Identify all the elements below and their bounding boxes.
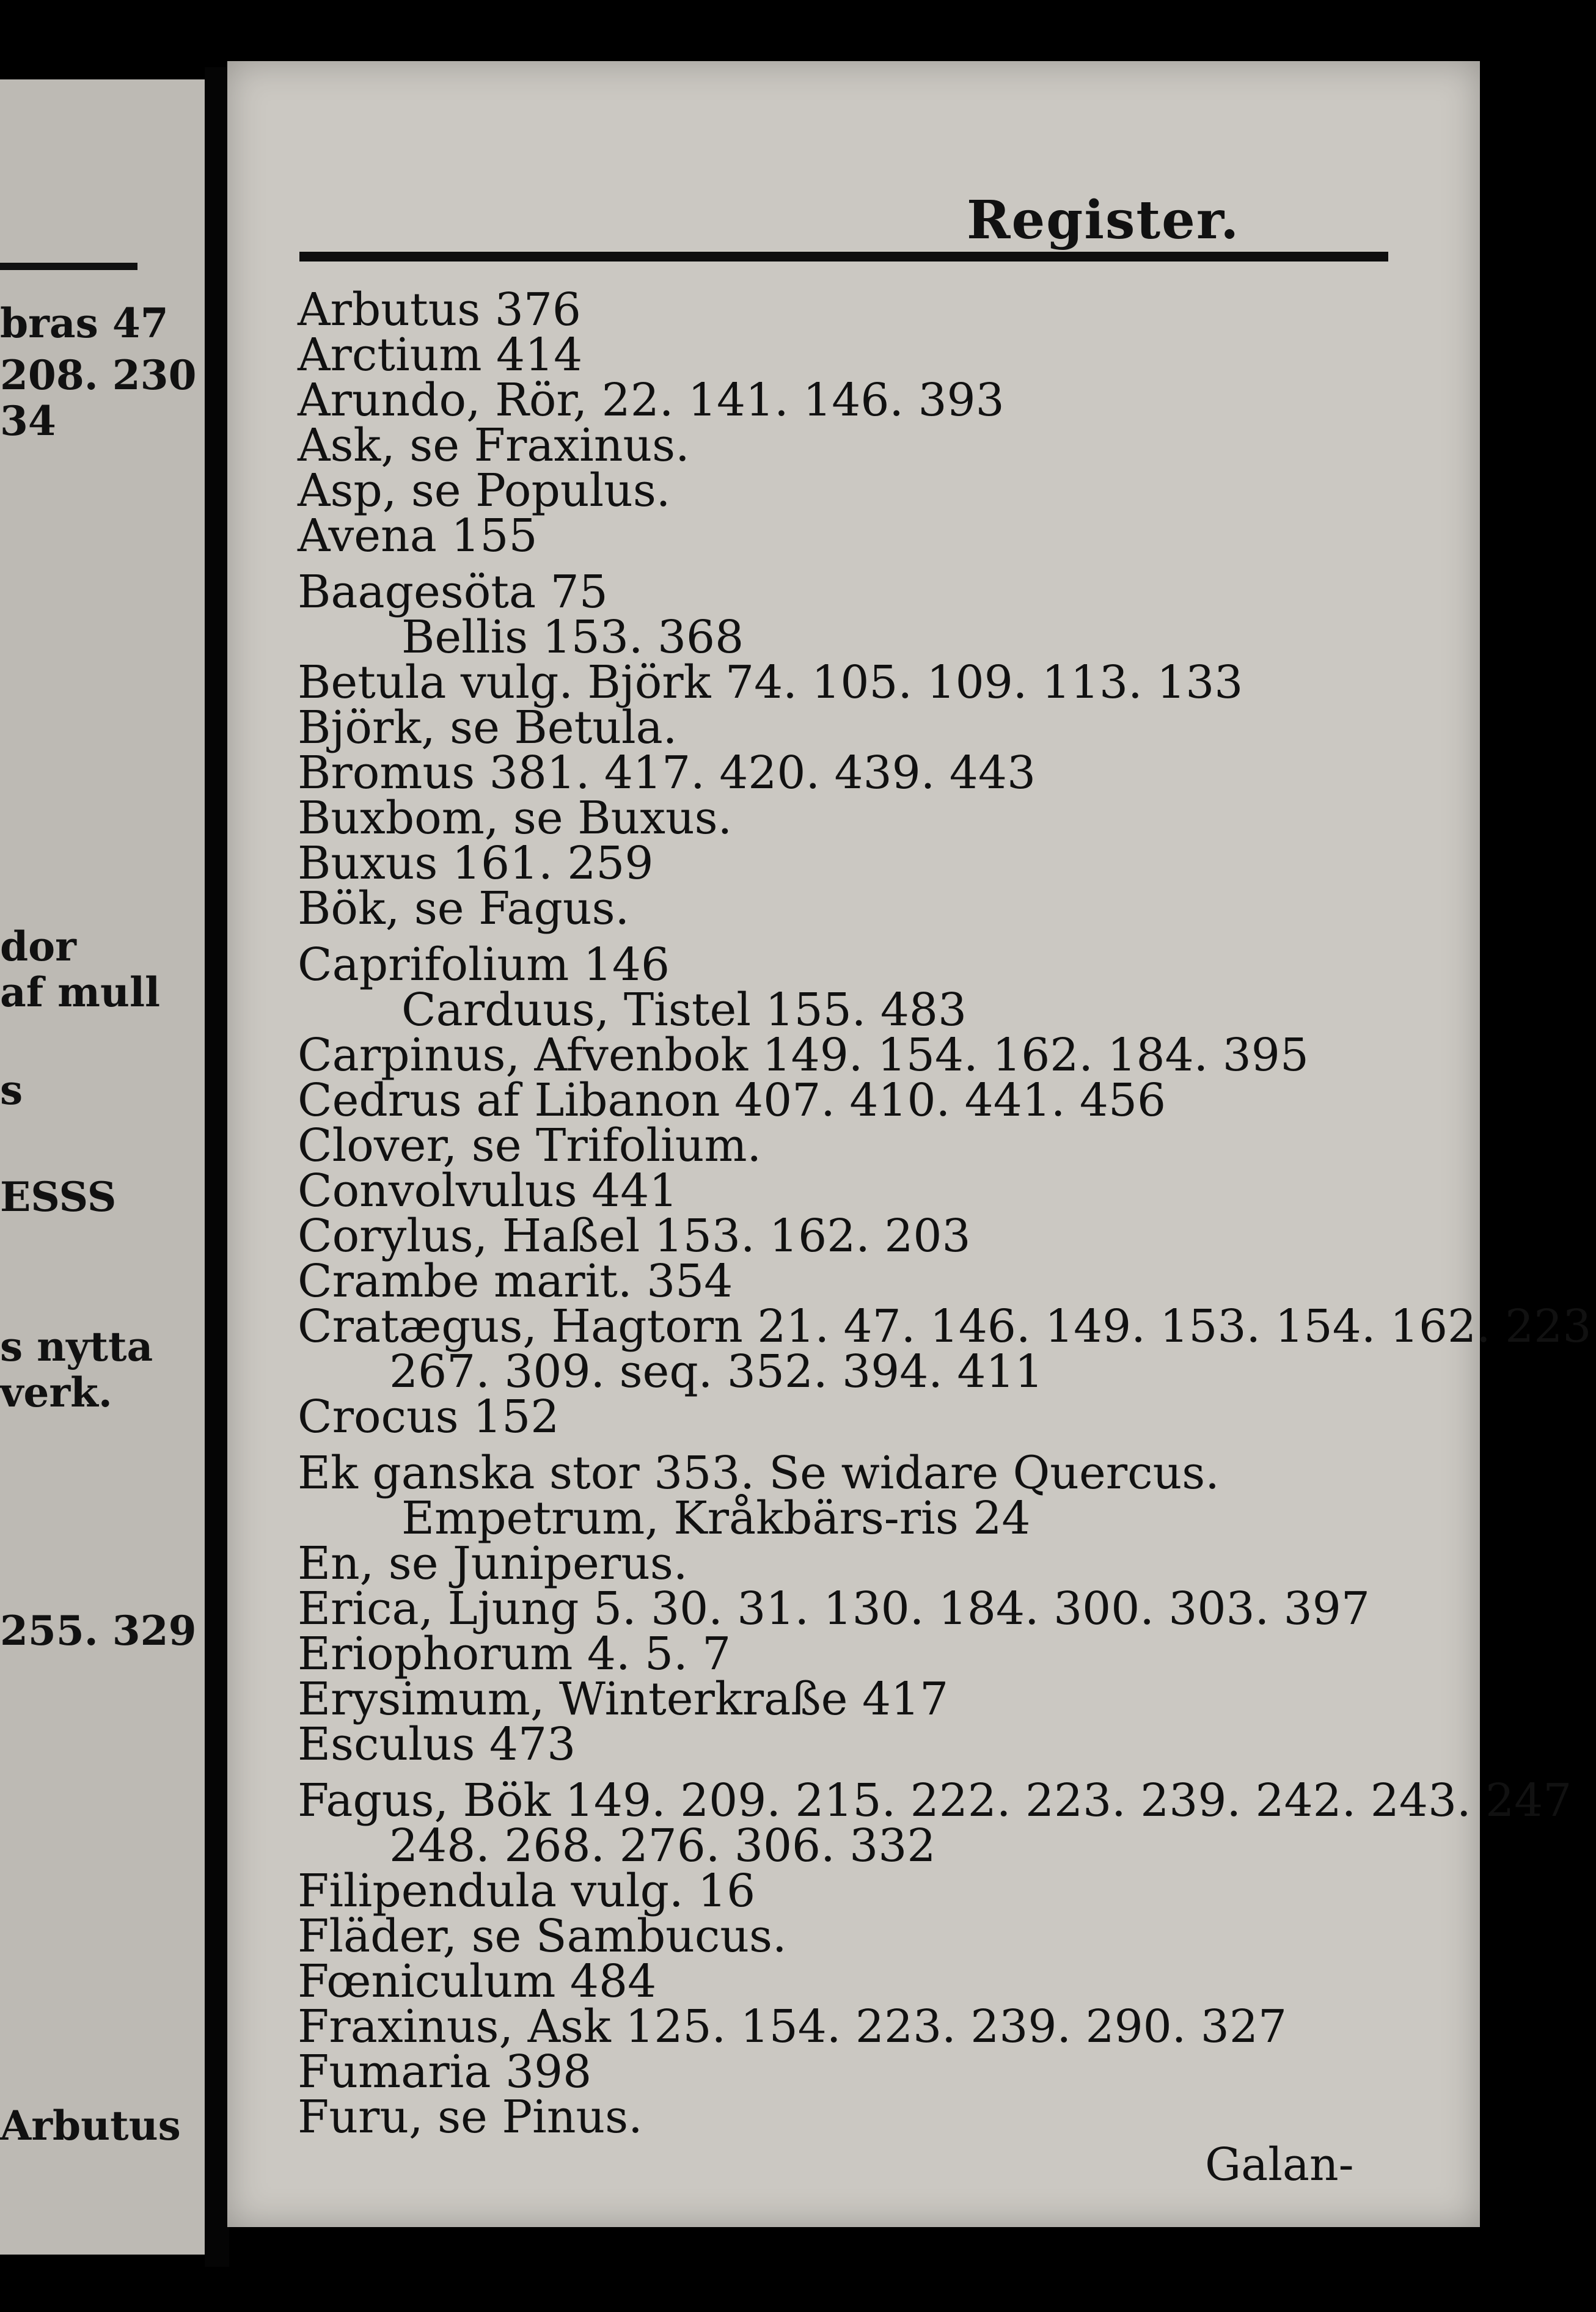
index-entry: Buxbom, se Buxus. <box>298 792 733 844</box>
index-entry: Caprifolium 146 <box>298 938 670 991</box>
index-entry: Fläder, se Sambucus. <box>298 1910 787 1963</box>
catchword: Galan- <box>1205 2138 1354 2191</box>
book-gutter <box>205 67 229 2267</box>
divider-rule <box>0 263 137 270</box>
fragment-text: bras 47 <box>0 299 169 347</box>
index-entry: Fagus, Bök 149. 209. 215. 222. 223. 239. 242. 243. 247 <box>298 1774 1572 1827</box>
index-entry: Fraxinus, Ask 125. 154. 223. 239. 290. 327 <box>298 2000 1287 2053</box>
index-entry: Buxus 161. 259 <box>298 837 654 890</box>
index-entry: Clover, se Trifolium. <box>298 1119 762 1172</box>
index-entry: Eriophorum 4. 5. 7 <box>298 1628 731 1680</box>
fragment-text: ESSS <box>0 1173 117 1221</box>
index-entries <box>298 284 1592 2143</box>
index-entry: Crocus 152 <box>298 1391 560 1443</box>
index-entry-continuation: 248. 268. 276. 306. 332 <box>389 1820 936 1872</box>
index-entry: Carduus, Tistel 155. 483 <box>401 984 967 1036</box>
divider-rule <box>299 252 1388 262</box>
facing-page-fragment <box>0 79 205 2255</box>
page-title: Register. <box>967 189 1240 251</box>
index-entry: Fumaria 398 <box>298 2046 592 2098</box>
index-entry: Carpinus, Afvenbok 149. 154. 162. 184. 395 <box>298 1029 1309 1081</box>
index-entry: Bellis 153. 368 <box>401 611 744 664</box>
index-entry: Corylus, Haßel 153. 162. 203 <box>298 1210 971 1262</box>
index-entry: Avena 155 <box>298 510 538 562</box>
index-entry: Esculus 473 <box>298 1718 576 1771</box>
index-entry: Baagesöta 75 <box>298 566 608 618</box>
index-entry: Erysimum, Winterkraße 417 <box>298 1673 949 1725</box>
index-entry: En, se Juniperus. <box>298 1537 688 1590</box>
fragment-text: s nytta <box>0 1323 153 1370</box>
fragment-text: 255. 329 <box>0 1607 197 1655</box>
index-entry: Asp, se Populus. <box>298 464 671 517</box>
index-entry: Ek ganska stor 353. Se widare Quercus. <box>298 1447 1220 1499</box>
fragment-text: Arbutus <box>0 2102 181 2149</box>
index-entry: Crambe marit. 354 <box>298 1255 733 1308</box>
fragment-text: s <box>0 1066 23 1114</box>
index-entry: Bromus 381. 417. 420. 439. 443 <box>298 747 1036 799</box>
index-entry: Empetrum, Kråkbärs-ris 24 <box>401 1492 1031 1545</box>
index-entry: Ask, se Fraxinus. <box>298 419 690 472</box>
index-entry: Erica, Ljung 5. 30. 31. 130. 184. 300. 303. 397 <box>298 1582 1370 1635</box>
index-entry: Fœniculum 484 <box>298 1955 657 2008</box>
index-entry: Cedrus af Libanon 407. 410. 441. 456 <box>298 1074 1166 1127</box>
index-entry: Arctium 414 <box>298 329 583 381</box>
fragment-text: dor <box>0 923 76 970</box>
index-entry: Filipendula vulg. 16 <box>298 1865 756 1917</box>
index-entry: Betula vulg. Björk 74. 105. 109. 113. 133 <box>298 656 1243 709</box>
index-entry-continuation: 267. 309. seq. 352. 394. 411 <box>389 1345 1044 1398</box>
fragment-text: verk. <box>0 1369 112 1416</box>
fragment-text: af mull <box>0 968 161 1016</box>
fragment-text: 208. 230 <box>0 351 197 399</box>
index-entry: Cratægus, Hagtorn 21. 47. 146. 149. 153. 154. 162. 223 <box>298 1300 1592 1353</box>
index-entry: Bök, se Fagus. <box>298 882 630 935</box>
index-entry: Björk, se Betula. <box>298 701 678 754</box>
fragment-text: 34 <box>0 397 56 445</box>
register-page <box>227 61 1592 2227</box>
index-entry: Furu, se Pinus. <box>298 2091 643 2143</box>
index-entry: Arbutus 376 <box>298 284 581 336</box>
index-entry: Convolvulus 441 <box>298 1165 678 1217</box>
index-entry: Arundo, Rör, 22. 141. 146. 393 <box>298 374 1005 426</box>
